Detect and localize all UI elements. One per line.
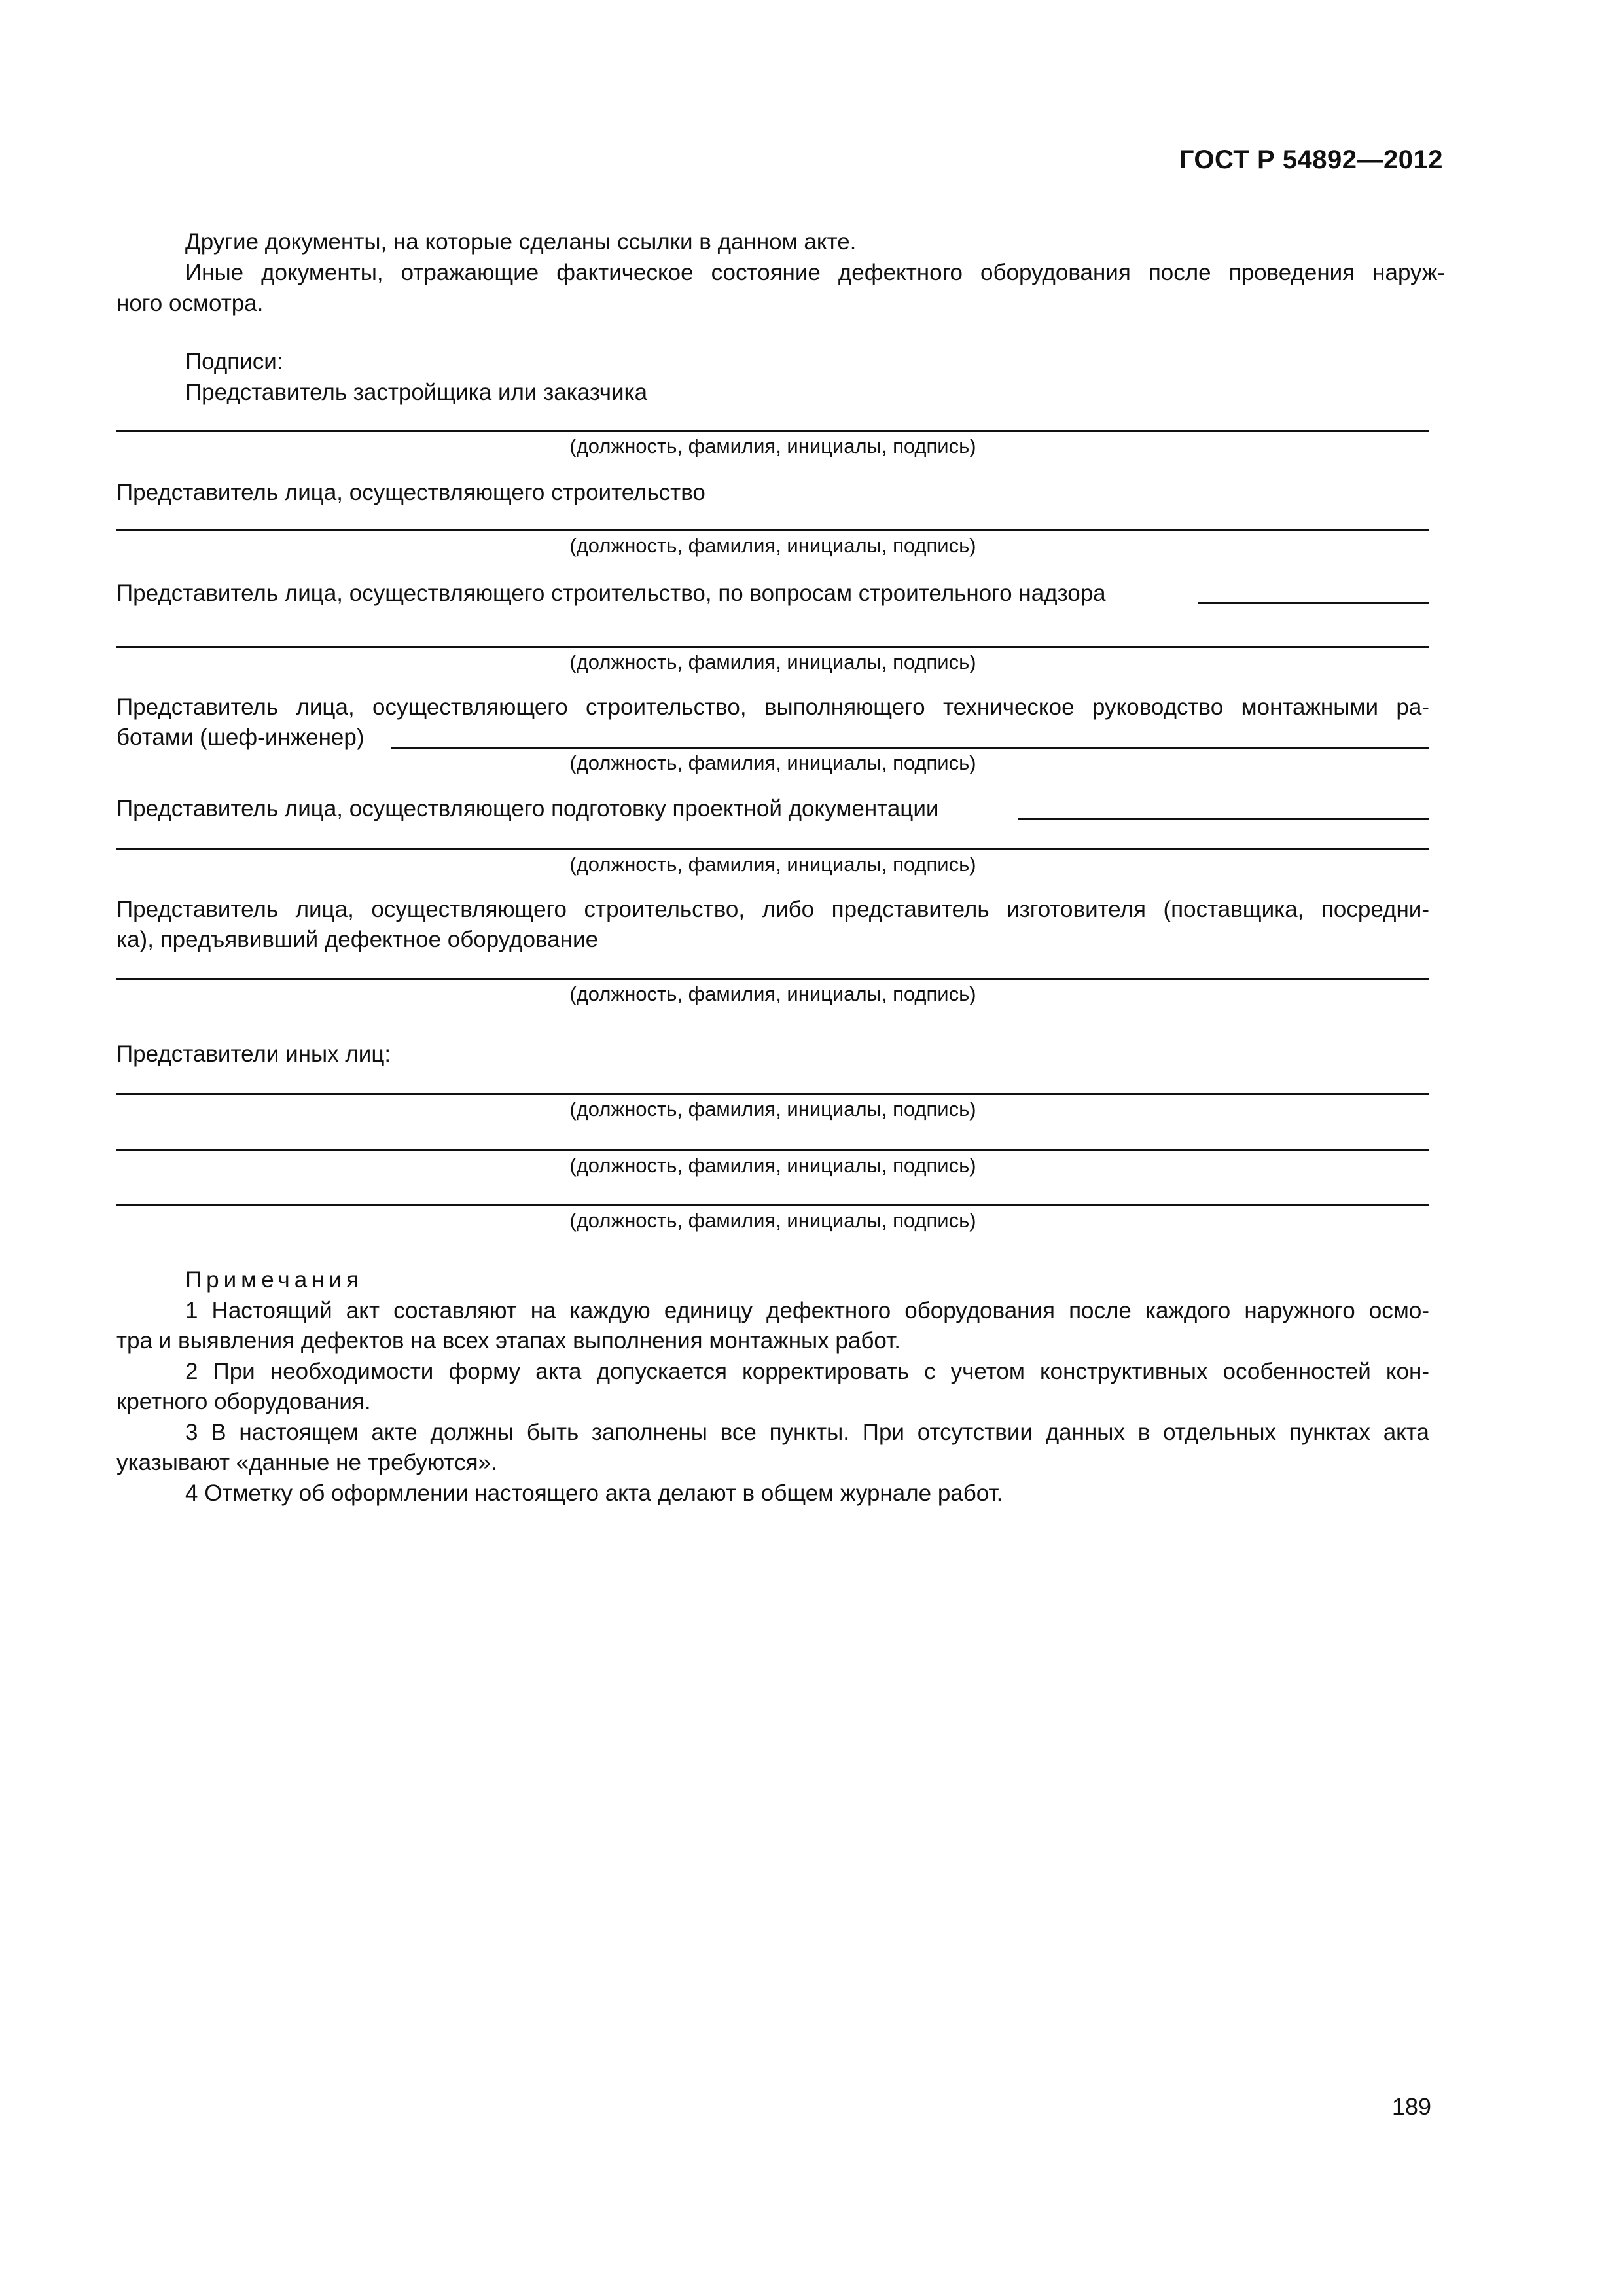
intro-line-2b: ного осмотра. — [116, 291, 264, 316]
signature-caption: (должность, фамилия, инициалы, подпись) — [569, 651, 976, 673]
signature-line[interactable] — [391, 747, 1429, 749]
signature-caption: (должность, фамилия, инициалы, подпись) — [569, 1098, 976, 1121]
signature-line[interactable] — [116, 529, 1429, 531]
note-3a: 3 В настоящем акте должны быть заполнены все пункты. При отсутствии данных в отдельных пунктах акта — [185, 1420, 1429, 1445]
rep-supplier-label-b: ка), предъявивший дефектное оборудование — [116, 927, 599, 952]
note-2b: кретного оборудования. — [116, 1389, 371, 1414]
signature-line[interactable] — [116, 1149, 1429, 1151]
note-1a: 1 Настоящий акт составляют на каждую единицу дефектного оборудования после каждого наружного осмо- — [185, 1298, 1429, 1323]
signature-line[interactable] — [116, 1204, 1429, 1206]
rep-builder-label: Представитель лица, осуществляющего строительство — [116, 480, 705, 505]
rep-chief-engineer-label-b: ботами (шеф-инженер) — [116, 725, 365, 750]
signature-line[interactable] — [116, 646, 1429, 648]
page-number: 189 — [1391, 2093, 1431, 2120]
rep-supervision-label: Представитель лица, осуществляющего строительство, по вопросам строительного надзора — [116, 581, 1106, 606]
signature-caption: (должность, фамилия, инициалы, подпись) — [569, 1154, 976, 1177]
signature-caption: (должность, фамилия, инициалы, подпись) — [569, 435, 976, 457]
signature-line-short[interactable] — [1198, 602, 1429, 604]
signature-caption: (должность, фамилия, инициалы, подпись) — [569, 751, 976, 774]
signature-caption: (должность, фамилия, инициалы, подпись) — [569, 853, 976, 876]
document-code: ГОСТ Р 54892—2012 — [1179, 145, 1443, 174]
note-1b: тра и выявления дефектов на всех этапах выполнения монтажных работ. — [116, 1328, 901, 1354]
intro-line-1: Другие документы, на которые сделаны ссылки в данном акте. — [185, 229, 857, 255]
signature-line[interactable] — [116, 1093, 1429, 1095]
note-2a: 2 При необходимости форму акта допускается корректировать с учетом конструктивных особенностей кон- — [185, 1359, 1429, 1384]
signature-caption: (должность, фамилия, инициалы, подпись) — [569, 1209, 976, 1232]
note-3b: указывают «данные не требуются». — [116, 1450, 497, 1475]
signature-line[interactable] — [116, 430, 1429, 432]
note-4: 4 Отметку об оформлении настоящего акта делают в общем журнале работ. — [185, 1480, 1003, 1506]
rep-others-label: Представители иных лиц: — [116, 1041, 391, 1067]
intro-line-2a: Иные документы, отражающие фактическое состояние дефектного оборудования после проведения наруж- — [185, 260, 1445, 285]
signature-line[interactable] — [116, 848, 1429, 850]
rep-supplier-label-a: Представитель лица, осуществляющего строительство, либо представитель изготовителя (поставщика, посредни- — [116, 897, 1429, 922]
rep-developer-label: Представитель застройщика или заказчика — [185, 380, 648, 405]
notes-title: Примечания — [185, 1267, 364, 1293]
signature-line[interactable] — [116, 978, 1429, 980]
signatures-title: Подписи: — [185, 349, 283, 374]
signature-line-short[interactable] — [1018, 818, 1429, 820]
signature-caption: (должность, фамилия, инициалы, подпись) — [569, 534, 976, 557]
signature-caption: (должность, фамилия, инициалы, подпись) — [569, 982, 976, 1005]
rep-chief-engineer-label-a: Представитель лица, осуществляющего строительство, выполняющего техническое руководство монтажными ра- — [116, 694, 1429, 720]
rep-design-label: Представитель лица, осуществляющего подготовку проектной документации — [116, 796, 939, 821]
